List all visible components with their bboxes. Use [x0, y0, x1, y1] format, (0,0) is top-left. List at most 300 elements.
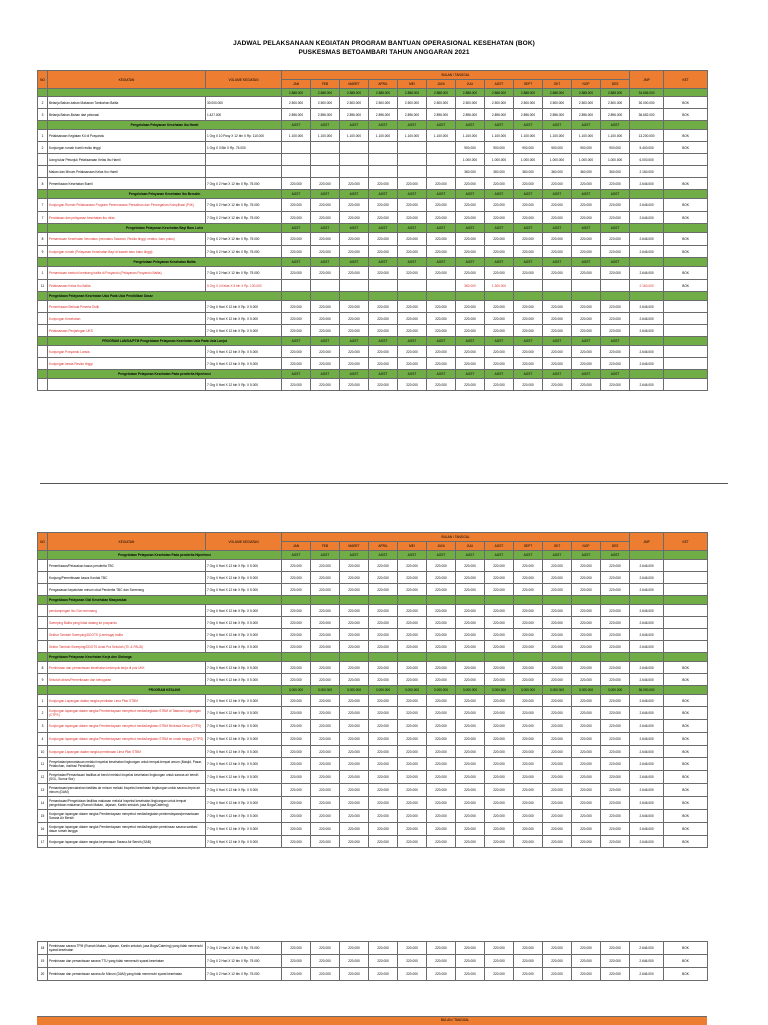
section-title: PROGRAM LANSIA/PTM Pengelolaan Pelayanan Kesehatan Usia Pada Usia Lanjut	[48, 337, 282, 346]
month-cell: 220.000	[514, 758, 543, 771]
month-cell: 220.000	[456, 674, 485, 686]
month-cell: 220.000	[514, 301, 543, 313]
month-cell: 220.000	[398, 662, 427, 674]
month-cell: 3.000.000	[427, 686, 456, 695]
month-cell: AGST	[601, 121, 630, 130]
month-cell	[572, 596, 601, 605]
month-cell: 220.000	[514, 733, 543, 746]
jmp-cell: 2.646.000	[630, 572, 664, 584]
month-cell: 220.000	[514, 695, 543, 707]
month-cell: 220.000	[601, 955, 630, 968]
header-jmp: JMP	[630, 71, 664, 89]
month-cell: 900.000	[572, 142, 601, 154]
month-cell: AGST	[514, 121, 543, 130]
month-cell: 220.000	[572, 301, 601, 313]
month-cell: 220.000	[572, 784, 601, 797]
activity-name: Belanja Bahan-Bahan dari pelunasi	[48, 109, 206, 121]
month-cell: 220.000	[543, 836, 572, 848]
month-cell: 220.000	[427, 178, 456, 190]
volume-cell: 7 Org X 2 Hari X 12 bln X Rp. 75.000	[206, 178, 282, 190]
month-cell: AGST	[427, 337, 456, 346]
jmp-cell: 2.646.000	[630, 212, 664, 224]
month-cell: 1.100.000	[601, 130, 630, 142]
month-cell: 220.000	[572, 823, 601, 836]
month-cell: AGST	[572, 258, 601, 267]
row-no: 19	[38, 955, 48, 968]
month-cell: 220.000	[572, 707, 601, 720]
jmp-cell: 2.646.000	[630, 325, 664, 337]
jmp-cell: 2.646.000	[630, 733, 664, 746]
month-cell	[485, 653, 514, 662]
month-cell: 220.000	[398, 942, 427, 955]
month-cell: 220.000	[601, 267, 630, 280]
month-cell: AGST	[340, 258, 369, 267]
section-no-cell	[38, 653, 48, 662]
table-row	[38, 346, 708, 358]
month-cell: 220.000	[543, 674, 572, 686]
month-cell: 220.000	[572, 178, 601, 190]
ket-cell: BOK	[664, 707, 708, 720]
activity-name: Kunjungan lapangan dalam rangka Pemberdayaan menyebut media/kegiatan STBM Berbasis Desa (CTPS)	[48, 720, 206, 733]
month-cell: 220.000	[369, 662, 398, 674]
month-cell: 220.000	[398, 955, 427, 968]
table-row	[38, 746, 708, 758]
month-header-des: DES	[601, 542, 630, 551]
month-cell: 220.000	[485, 313, 514, 325]
month-cell: 220.000	[456, 212, 485, 224]
month-cell: 220.000	[282, 267, 311, 280]
activity-name: pendampingan Ibu Gizi menmang	[48, 605, 206, 617]
month-cell: 220.000	[572, 674, 601, 686]
jmp-cell: 2.646.000	[630, 836, 664, 848]
month-cell: 220.000	[311, 379, 340, 391]
month-cell: 220.000	[485, 823, 514, 836]
month-cell: 220.000	[282, 629, 311, 641]
month-cell: 220.000	[311, 246, 340, 258]
month-cell: 1.100.000	[398, 130, 427, 142]
section-title: Pengelolaan Pelayanan Kesehatan Ibu Bersalin	[48, 190, 282, 199]
schedule-table-page-2	[37, 532, 708, 848]
table-row	[38, 379, 708, 391]
month-cell: 3.000.000	[485, 686, 514, 695]
month-cell	[398, 653, 427, 662]
ket-cell	[664, 653, 708, 662]
month-cell: AGST	[282, 370, 311, 379]
activity-name: Kunjungan Lapangan dalam rangka pembinaan Lima Pilar STBM	[48, 746, 206, 758]
month-cell: 220.000	[485, 379, 514, 391]
month-cell: 360.000	[543, 166, 572, 178]
month-cell: AGST	[514, 337, 543, 346]
jmp-cell: 13.200.000	[630, 130, 664, 142]
month-cell: AGST	[514, 190, 543, 199]
ket-cell	[664, 629, 708, 641]
month-cell: AGST	[398, 370, 427, 379]
month-cell: 220.000	[311, 584, 340, 596]
table-row	[38, 199, 708, 212]
month-cell: 2.500.000	[282, 97, 311, 109]
volume-cell	[206, 154, 282, 166]
month-cell: AGST	[485, 121, 514, 130]
month-cell: 220.000	[543, 733, 572, 746]
month-cell: 220.000	[601, 605, 630, 617]
month-cell: AGST	[282, 224, 311, 233]
month-cell: 220.000	[398, 346, 427, 358]
month-cell: 220.000	[543, 720, 572, 733]
table-row	[38, 109, 708, 121]
month-cell	[340, 142, 369, 154]
month-cell: 220.000	[369, 720, 398, 733]
row-no: 18	[38, 942, 48, 955]
month-cell: AGST	[543, 224, 572, 233]
month-cell: 220.000	[340, 733, 369, 746]
row-no	[38, 166, 48, 178]
jmp-cell: 36.000.000	[630, 686, 664, 695]
month-cell: 220.000	[601, 584, 630, 596]
month-cell: AGST	[601, 370, 630, 379]
month-cell: AGST	[340, 121, 369, 130]
month-cell: 220.000	[485, 346, 514, 358]
section-row	[38, 121, 708, 130]
month-cell	[369, 292, 398, 301]
month-cell: 220.000	[485, 572, 514, 584]
month-cell: 220.000	[398, 301, 427, 313]
month-cell: 220.000	[398, 605, 427, 617]
month-cell: 220.000	[427, 641, 456, 653]
month-cell: 220.000	[427, 746, 456, 758]
month-cell: 220.000	[282, 733, 311, 746]
month-cell: 220.000	[427, 823, 456, 836]
month-cell: 220.000	[572, 797, 601, 810]
ket-cell	[664, 596, 708, 605]
activity-name: Pelaksanaan Kelas Ibu Balita	[48, 280, 206, 292]
month-cell: 220.000	[514, 968, 543, 981]
month-cell: 220.000	[601, 797, 630, 810]
month-cell: 220.000	[282, 758, 311, 771]
jmp-cell	[630, 337, 664, 346]
volume-cell: 7 Org X Hari X 12 bln X Rp. X 5.000	[206, 810, 282, 823]
month-cell: 220.000	[369, 942, 398, 955]
month-header-juni: JUNI	[427, 80, 456, 89]
month-cell: 1.100.000	[514, 130, 543, 142]
month-cell: 220.000	[282, 968, 311, 981]
month-cell: AGST	[601, 190, 630, 199]
ket-cell	[664, 166, 708, 178]
activity-name: Pelaksanaan Penjaringan UKS	[48, 325, 206, 337]
month-cell: 220.000	[543, 605, 572, 617]
month-cell: 220.000	[398, 758, 427, 771]
month-cell: 220.000	[340, 771, 369, 784]
month-cell: 220.000	[543, 707, 572, 720]
ket-cell	[664, 551, 708, 560]
month-cell: 220.000	[398, 358, 427, 370]
month-cell: 220.000	[572, 617, 601, 629]
activity-name: Kunjungan lapangan dalam rangka kepemasan Sarana Air Bersih (SAB)	[48, 836, 206, 848]
schedule-table-page-1	[37, 70, 708, 391]
jmp-cell: 2.646.000	[630, 641, 664, 653]
month-cell: AGST	[572, 337, 601, 346]
month-cell: 220.000	[282, 199, 311, 212]
month-cell: 220.000	[572, 942, 601, 955]
month-cell: 220.000	[543, 199, 572, 212]
month-cell: AGST	[572, 190, 601, 199]
jmp-cell: 30.000.000	[630, 97, 664, 109]
volume-cell: 7 Org X Hari X 12 bln X Rp. X 5.000	[206, 797, 282, 810]
month-cell: AGST	[572, 551, 601, 560]
row-no	[38, 560, 48, 572]
month-cell: 220.000	[398, 199, 427, 212]
volume-cell: 7 Org X Hari X 12 bln X Rp. X 5.000	[206, 771, 282, 784]
month-cell: 220.000	[514, 784, 543, 797]
month-cell	[311, 596, 340, 605]
month-cell: 220.000	[456, 233, 485, 246]
month-cell: 220.000	[369, 695, 398, 707]
month-cell	[485, 292, 514, 301]
month-cell: 220.000	[369, 674, 398, 686]
month-cell: 220.000	[485, 325, 514, 337]
month-cell: AGST	[485, 258, 514, 267]
month-cell: 220.000	[398, 771, 427, 784]
month-cell: 220.000	[485, 695, 514, 707]
table-row	[38, 662, 708, 674]
month-cell: 220.000	[456, 178, 485, 190]
month-cell: 220.000	[340, 823, 369, 836]
month-cell: AGST	[398, 551, 427, 560]
table-row	[38, 758, 708, 771]
month-cell: 220.000	[456, 707, 485, 720]
month-cell: 220.000	[369, 572, 398, 584]
month-cell: AGST	[282, 121, 311, 130]
month-cell: AGST	[369, 551, 398, 560]
month-cell: 220.000	[601, 707, 630, 720]
month-cell: 3.000.000	[601, 686, 630, 695]
section-row	[38, 190, 708, 199]
month-cell	[282, 154, 311, 166]
row-no	[38, 584, 48, 596]
table-row	[38, 572, 708, 584]
month-cell: AGST	[282, 551, 311, 560]
table-row	[38, 560, 708, 572]
volume-cell: 7 Org X 2 Hari X 12 bln X Rp. 75.000	[206, 968, 282, 981]
section-no-cell	[38, 258, 48, 267]
month-cell: 220.000	[601, 810, 630, 823]
month-cell: 2.500.000	[514, 97, 543, 109]
month-cell: 1.000.000	[456, 154, 485, 166]
month-cell: 220.000	[572, 584, 601, 596]
month-cell: 220.000	[485, 720, 514, 733]
ket-cell	[664, 370, 708, 379]
month-cell: 220.000	[456, 955, 485, 968]
volume-cell: 7 Org X Hari X 12 bln X Rp. X 5.000	[206, 584, 282, 596]
ket-cell	[664, 337, 708, 346]
month-cell	[427, 166, 456, 178]
month-cell: 220.000	[398, 617, 427, 629]
table-row	[38, 246, 708, 258]
month-cell: 220.000	[543, 584, 572, 596]
month-cell: AGST	[340, 224, 369, 233]
month-cell: 220.000	[427, 605, 456, 617]
month-header-okt: OKT	[543, 80, 572, 89]
month-cell: 220.000	[514, 379, 543, 391]
activity-name: Kunjungan rumah (Pelayanan Kesehatan Bayi di kawah baru baku tinggi)	[48, 246, 206, 258]
month-cell: AGST	[311, 258, 340, 267]
month-cell: 220.000	[340, 641, 369, 653]
volume-cell: 7 Org X Hari X 12 bln X Rp. X 5.000	[206, 301, 282, 313]
row-no: 8	[38, 662, 48, 674]
month-cell: 220.000	[543, 629, 572, 641]
jmp-cell: 2.160.000	[630, 166, 664, 178]
activity-name: Pembinaan dan pemantauan kesehatan kelompok kerja di pos UKK	[48, 662, 206, 674]
month-cell: 220.000	[543, 771, 572, 784]
month-cell: 220.000	[311, 707, 340, 720]
month-cell: 220.000	[398, 836, 427, 848]
month-cell	[311, 292, 340, 301]
month-cell: AGST	[427, 258, 456, 267]
ket-cell	[664, 292, 708, 301]
activity-name: Kunjungan lapangan dalam rangka Pemberdayaan menyebut media/kegiatan STBM di Tatanan Lingkungan (CTPS)	[48, 707, 206, 720]
jmp-cell: 2.646.000	[630, 301, 664, 313]
month-cell	[369, 596, 398, 605]
month-cell	[398, 154, 427, 166]
month-cell: 220.000	[485, 836, 514, 848]
month-cell: AGST	[427, 551, 456, 560]
ket-cell: BOK	[664, 674, 708, 686]
jmp-cell: 2.646.000	[630, 346, 664, 358]
month-cell: 220.000	[543, 379, 572, 391]
ket-cell	[664, 190, 708, 199]
activity-name: Pemeriksaan Berkala Peserta Didik	[48, 301, 206, 313]
month-cell: 220.000	[543, 641, 572, 653]
month-cell: 220.000	[543, 746, 572, 758]
month-cell: 220.000	[427, 325, 456, 337]
table-row	[38, 797, 708, 810]
month-cell: 220.000	[514, 771, 543, 784]
month-cell: 900.000	[543, 142, 572, 154]
month-cell: AGST	[456, 258, 485, 267]
month-cell: 220.000	[543, 358, 572, 370]
month-cell: 1.300.000	[485, 280, 514, 292]
month-cell: 220.000	[514, 346, 543, 358]
volume-cell: 7 Org X Hari X 12 bln X Rp. X 5.000	[206, 572, 282, 584]
total-row	[38, 89, 708, 97]
row-no: 10	[38, 746, 48, 758]
month-cell: AGST	[398, 190, 427, 199]
table-row	[38, 641, 708, 653]
row-no: 16	[38, 823, 48, 836]
table-row	[38, 968, 708, 981]
month-cell	[456, 292, 485, 301]
volume-cell: 7 Org X 2 Hari X 12 bln X Rp. 75.000	[206, 212, 282, 224]
month-cell: AGST	[427, 370, 456, 379]
row-no: 2	[38, 142, 48, 154]
ket-cell: BOK	[664, 280, 708, 292]
activity-name: Kunjungan Rumah Pelaksanaan Program Perencanaan Persalinan dan Pencegahan Komplikasi (P4K)	[48, 199, 206, 212]
table-row	[38, 720, 708, 733]
month-cell: 2.896.000	[543, 109, 572, 121]
month-cell: 220.000	[340, 301, 369, 313]
month-cell: 220.000	[369, 346, 398, 358]
month-cell: 220.000	[340, 810, 369, 823]
month-cell	[398, 280, 427, 292]
row-no: 1	[38, 130, 48, 142]
month-cell: 220.000	[369, 605, 398, 617]
month-cell: 220.000	[340, 233, 369, 246]
month-cell: AGST	[369, 337, 398, 346]
activity-name: Sekolah aktvis/Pemeriksaan dan kebugaran	[48, 674, 206, 686]
month-cell	[427, 142, 456, 154]
month-cell: 220.000	[311, 674, 340, 686]
month-cell: 220.000	[456, 836, 485, 848]
month-cell: 220.000	[572, 325, 601, 337]
jmp-cell: 2.646.000	[630, 674, 664, 686]
month-cell: 220.000	[311, 560, 340, 572]
row-no	[38, 313, 48, 325]
month-cell: 220.000	[340, 379, 369, 391]
month-cell	[282, 166, 311, 178]
month-cell: 220.000	[427, 379, 456, 391]
month-cell: AGST	[311, 190, 340, 199]
ket-cell: BOK	[664, 97, 708, 109]
month-cell: 220.000	[340, 674, 369, 686]
volume-cell: 7 Org X Hari X 12 bln X Rp. X 5.000	[206, 823, 282, 836]
section-no-cell	[38, 190, 48, 199]
month-cell: 220.000	[485, 968, 514, 981]
month-cell: 220.000	[514, 313, 543, 325]
section-row	[38, 596, 708, 605]
month-cell: 220.000	[601, 572, 630, 584]
volume-cell: 5 Org X 4 Kelas X 6 bln X Rp. 130.000	[206, 280, 282, 292]
month-cell: AGST	[369, 190, 398, 199]
activity-name: Makan dan Minum Pelaksanaan Kelas Ibu Hamil	[48, 166, 206, 178]
month-header-april: APRIL	[369, 80, 398, 89]
month-cell: 220.000	[398, 720, 427, 733]
month-cell: 220.000	[485, 641, 514, 653]
ket-cell: BOK	[664, 955, 708, 968]
month-cell: 220.000	[514, 572, 543, 584]
month-cell	[282, 280, 311, 292]
month-cell: 1.000.000	[572, 154, 601, 166]
volume-cell: 7 Org X Hari X 12 bln X Rp. X 5.000	[206, 325, 282, 337]
month-cell: 220.000	[340, 617, 369, 629]
table-row	[38, 674, 708, 686]
month-cell: 2.500.000	[369, 97, 398, 109]
section-title: PROGRAM KESLING	[48, 686, 282, 695]
month-cell: 220.000	[340, 968, 369, 981]
month-cell	[485, 596, 514, 605]
month-cell: 220.000	[369, 301, 398, 313]
month-cell: 220.000	[340, 662, 369, 674]
ket-cell: BOK	[664, 797, 708, 810]
ket-cell: BOK	[664, 836, 708, 848]
month-cell: 3.000.000	[398, 686, 427, 695]
month-cell: 1.000.000	[514, 154, 543, 166]
table-row	[38, 313, 708, 325]
month-cell: 220.000	[427, 617, 456, 629]
month-cell: 220.000	[340, 178, 369, 190]
jmp-cell: 2.646.000	[630, 584, 664, 596]
table-row	[38, 823, 708, 836]
month-cell: 220.000	[427, 267, 456, 280]
month-cell: AGST	[485, 224, 514, 233]
month-cell: 220.000	[282, 560, 311, 572]
month-cell: AGST	[543, 190, 572, 199]
month-cell	[369, 166, 398, 178]
row-no: 7	[38, 212, 48, 224]
month-cell: 220.000	[572, 662, 601, 674]
ket-cell	[664, 121, 708, 130]
month-cell: 220.000	[572, 346, 601, 358]
month-cell: 220.000	[369, 810, 398, 823]
jmp-cell: 2.646.000	[630, 379, 664, 391]
